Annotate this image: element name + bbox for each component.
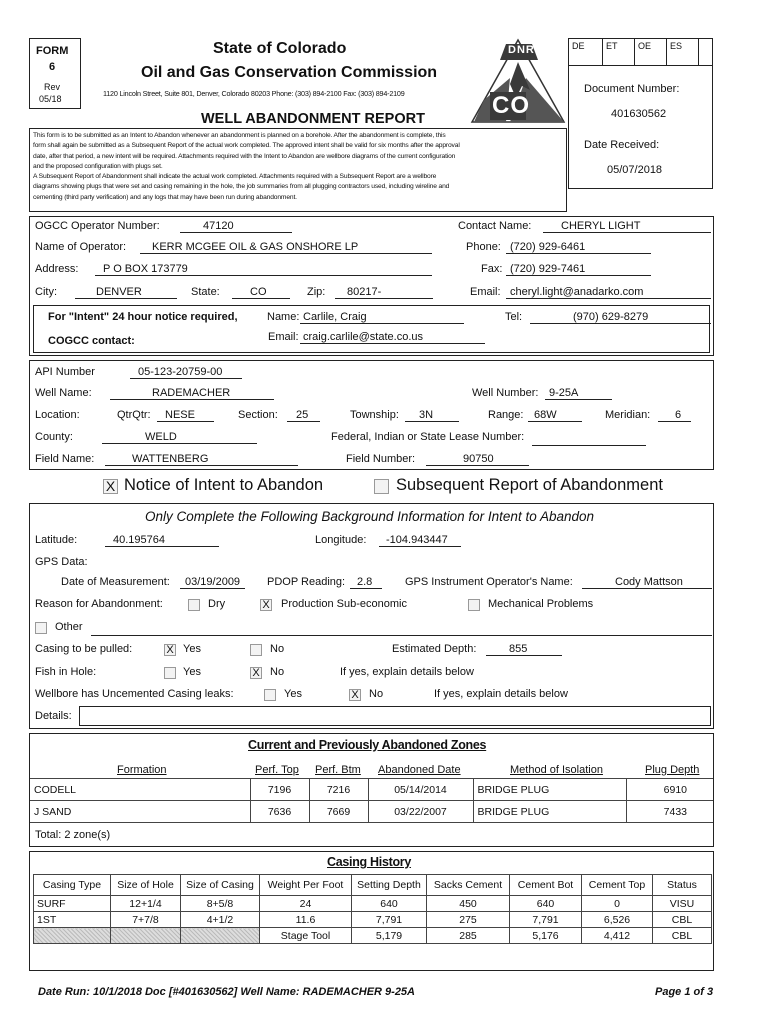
instructions-line: A Subsequent Report of Abandonment shall indicate the actual work completed. Attachments required with a Subsequent Report are a wellbore [33,173,437,181]
county-label: County: [35,431,73,443]
latitude-value: 40.195764 [105,534,219,547]
casing-depth: 5,179 [352,928,427,944]
operator-name-label: Name of Operator: [35,241,127,253]
commission-address: 1120 Lincoln Street, Suite 801, Denver, Colorado 80203 Phone: (303) 894-2100 Fax: (303) 894-2109 [103,89,405,98]
footer-run-info: Date Run: 10/1/2018 Doc [#401630562] Well Name: RADEMACHER 9-25A [38,986,415,998]
casing-yes-label: Yes [183,643,201,655]
zones-header-perf-btm: Perf. Btm [315,764,361,776]
zone-perf-btm: 7669 [309,801,368,823]
casing-sacks: 285 [427,928,510,944]
operator-name-value: KERR MCGEE OIL & GAS ONSHORE LP [140,241,432,254]
city-value: DENVER [75,286,177,299]
casing-no-label: No [270,643,285,655]
email-value: cheryl.light@anadarko.com [506,286,711,299]
uncemented-no-label: No [369,688,384,700]
details-label: Details: [35,710,72,722]
zone-perf-btm: 7216 [309,779,368,801]
uncemented-no-checkbox[interactable]: X [349,689,361,701]
zones-title: Current and Previously Abandoned Zones [248,738,487,752]
location-label: Location: [35,409,80,421]
well-number-label: Well Number: [472,387,539,399]
casing-depth: 7,791 [352,912,427,928]
range-label: Range: [488,409,524,421]
casing-bot: 7,791 [510,912,582,928]
cogcc-name-value: Carlile, Craig [300,311,464,324]
casing-hole: 12+1/4 [111,896,181,912]
fish-no-checkbox[interactable]: X [250,667,262,679]
contact-label: Contact Name: [458,220,532,232]
casing-status: VISU [653,896,712,912]
background-title: Only Complete the Following Background Information for Intent to Abandon [145,509,595,524]
casing-top: 6,526 [582,912,653,928]
table-row [30,779,713,801]
well-name-label: Well Name: [35,387,92,399]
casing-hole: 7+7/8 [111,912,181,928]
address-label: Address: [35,263,79,275]
casing-bot: 5,176 [510,928,582,944]
zones-table [30,778,713,823]
casing-header-size: Size of Casing [181,875,260,896]
casing-type [34,928,111,944]
casing-depth: 640 [352,896,427,912]
field-name-value: WATTENBERG [105,453,298,466]
code-de: DE [572,41,585,51]
casing-weight: 24 [260,896,352,912]
zone-abandoned-date: 03/22/2007 [368,801,473,823]
details-input[interactable] [79,706,711,726]
other-label: Other [55,621,83,633]
code-row [569,39,712,65]
casing-top: 4,412 [582,928,653,944]
measure-date-value: 03/19/2009 [180,576,245,589]
cogcc-tel-label: Tel: [505,311,523,323]
pdop-label: PDOP Reading: [267,576,346,588]
casing-type: 1ST [34,912,111,928]
casing-header-weight: Weight Per Foot [260,875,352,896]
other-checkbox[interactable] [35,622,47,634]
zone-plug-depth: 7433 [626,801,713,823]
fish-explain: If yes, explain details below [340,666,474,678]
casing-header-status: Status [653,875,712,896]
section-value: 25 [287,409,320,422]
ogcc-value: 47120 [180,220,292,233]
township-label: Township: [350,409,399,421]
cogcc-tel-value: (970) 629-8279 [530,311,711,324]
logo-dnr-text: DNR [508,44,535,56]
instructions-line: cementing (third party verification) and any logs that may have been run during abandonment. [33,193,297,201]
other-input[interactable] [91,621,712,636]
form-number: 6 [49,61,56,73]
zone-perf-top: 7636 [250,801,309,823]
api-value: 05-123-20759-00 [130,366,242,379]
depth-label: Estimated Depth: [392,643,477,655]
field-name-label: Field Name: [35,453,95,465]
casing-header-hole: Size of Hole [111,875,181,896]
gps-operator-label: GPS Instrument Operator's Name: [405,576,573,588]
well-name-value: RADEMACHER [110,387,274,400]
dry-label: Dry [208,598,226,610]
fax-label: Fax: [481,263,503,275]
commission-title: Oil and Gas Conservation Commission [141,64,438,81]
zones-header-perf-top: Perf. Top [255,764,299,776]
office-use-box [568,38,713,189]
casing-header-sacks: Sacks Cement [427,875,510,896]
uncemented-yes-label: Yes [284,688,302,700]
range-value: 68W [528,409,582,422]
casing-header-bot: Cement Bot [510,875,582,896]
zones-header-plug-depth: Plug Depth [645,764,700,776]
longitude-label: Longitude: [315,534,367,546]
rev-label: Rev [44,82,61,92]
address-value: P O BOX 173779 [95,263,432,276]
casing-header-depth: Setting Depth [352,875,427,896]
notice-subsequent-label: Subsequent Report of Abandonment [396,476,663,494]
depth-value: 855 [486,643,562,656]
instructions-box [29,128,567,212]
code-es: ES [670,41,683,51]
table-row [34,912,712,928]
casing-type: SURF [34,896,111,912]
lease-label: Federal, Indian or State Lease Number: [331,431,525,443]
meridian-value: 6 [658,409,691,422]
casing-pulled-label: Casing to be pulled: [35,643,133,655]
casing-title: Casing History [327,855,412,869]
casing-hole [111,928,181,944]
field-number-value: 90750 [426,453,529,466]
zones-header-formation: Formation [117,764,167,776]
zones-total: Total: 2 zone(s) [35,829,111,841]
zone-formation: CODELL [30,779,250,801]
instructions-line: diagrams showing plugs that were set and casing remaining in the hole, the job summaries from all plugging contractors used, including wireline and [33,183,450,191]
code-oe: OE [638,41,652,51]
state-title: State of Colorado [213,40,347,57]
uncemented-explain: If yes, explain details below [434,688,568,700]
gps-label: GPS Data: [35,556,88,568]
city-label: City: [35,286,57,298]
zone-method: BRIDGE PLUG [473,801,626,823]
mechanical-label: Mechanical Problems [488,598,594,610]
zone-formation: J SAND [30,801,250,823]
form-label: FORM [36,45,69,57]
county-value: WELD [102,431,257,444]
gps-operator-value: Cody Mattson [582,576,712,589]
instructions-line: This form is to be submitted as an Intent to Abandon whenever an abandonment is planned on a borehole. After the abandonment is complete, this [33,132,446,139]
township-value: 3N [405,409,459,422]
zip-value: 80217- [335,286,433,299]
contact-value: CHERYL LIGHT [543,220,711,233]
instructions-line: and the proposed configuration with plugs set. [33,162,163,170]
fish-label: Fish in Hole: [35,666,97,678]
field-number-label: Field Number: [346,453,416,465]
casing-table [33,874,712,944]
longitude-value: -104.943447 [379,534,461,547]
casing-status: CBL [653,928,712,944]
section-label: Section: [238,409,278,421]
meridian-label: Meridian: [605,409,651,421]
casing-sacks: 450 [427,896,510,912]
table-row [34,896,712,912]
fish-yes-checkbox[interactable] [164,667,176,679]
notice-intent-label: Notice of Intent to Abandon [124,476,324,494]
zones-header-method: Method of Isolation [510,764,603,776]
ogcc-label: OGCC Operator Number: [35,220,160,232]
zone-plug-depth: 6910 [626,779,713,801]
intent-notice-label: For "Intent" 24 hour notice required, [48,311,238,323]
code-et: ET [606,41,618,51]
doc-number-label: Document Number: [584,83,680,95]
qtrqtr-label: QtrQtr: [117,409,151,421]
casing-header-top: Cement Top [582,875,653,896]
uncemented-label: Wellbore has Uncemented Casing leaks: [35,688,234,700]
casing-status: CBL [653,912,712,928]
well-number-value: 9-25A [545,387,612,400]
fish-yes-label: Yes [183,666,201,678]
uncemented-yes-checkbox[interactable] [264,689,276,701]
production-label: Production Sub-economic [281,598,407,610]
footer-page-number: Page 1 of 3 [655,986,714,998]
email-label: Email: [470,286,501,298]
cogcc-name-label: Name: [267,311,300,323]
zone-abandoned-date: 05/14/2014 [368,779,473,801]
api-label: API Number [35,366,95,378]
cogcc-email-value: craig.carlile@state.co.us [300,331,485,344]
casing-top: 0 [582,896,653,912]
date-received-label: Date Received: [584,139,660,151]
lease-value [532,431,646,446]
dnr-logo [470,38,566,124]
casing-size: 4+1/2 [181,912,260,928]
zone-method: BRIDGE PLUG [473,779,626,801]
zip-label: Zip: [307,286,326,298]
dry-checkbox[interactable] [188,599,200,611]
date-received: 05/07/2018 [607,164,663,176]
casing-size [181,928,260,944]
notice-intent-checkbox[interactable]: X [103,479,118,494]
fax-value: (720) 929-7461 [506,263,651,276]
casing-weight: 11.6 [260,912,352,928]
doc-number: 401630562 [611,108,667,120]
report-title: WELL ABANDONMENT REPORT [201,111,425,127]
casing-bot: 640 [510,896,582,912]
pdop-value: 2.8 [350,576,382,589]
casing-sacks: 275 [427,912,510,928]
table-row [34,928,712,944]
zone-perf-top: 7196 [250,779,309,801]
instructions-line: form shall again be submitted as a Subsequent Report of the actual work completed. The approved intent shall be valid for six months after the approval [33,142,460,150]
casing-no-checkbox[interactable] [250,644,262,656]
state-label: State: [191,286,220,298]
casing-header-type: Casing Type [34,875,111,896]
fish-no-label: No [270,666,285,678]
qtrqtr-value: NESE [157,409,214,422]
notice-subsequent-checkbox[interactable] [374,479,389,494]
zones-header-abandoned-date: Abandoned Date [378,764,461,776]
rev-date: 05/18 [39,94,62,104]
production-checkbox[interactable]: X [260,599,272,611]
measure-date-label: Date of Measurement: [61,576,170,588]
latitude-label: Latitude: [35,534,78,546]
casing-yes-checkbox[interactable]: X [164,644,176,656]
cogcc-contact-label: COGCC contact: [48,335,135,347]
phone-label: Phone: [466,241,501,253]
form-number-box [29,38,81,109]
casing-size: 8+5/8 [181,896,260,912]
reason-label: Reason for Abandonment: [35,598,163,610]
phone-value: (720) 929-6461 [506,241,651,254]
cogcc-email-label: Email: [268,331,299,343]
logo-co-text: CO [492,92,530,119]
casing-weight: Stage Tool [260,928,352,944]
instructions-line: date, after that period, a new intent will be required. Attachments required with the Intent to Abandon are wellbore diagrams of the current configuration [33,152,456,160]
state-value: CO [232,286,290,299]
table-row [30,801,713,823]
table-header-row [34,875,712,896]
mechanical-checkbox[interactable] [468,599,480,611]
